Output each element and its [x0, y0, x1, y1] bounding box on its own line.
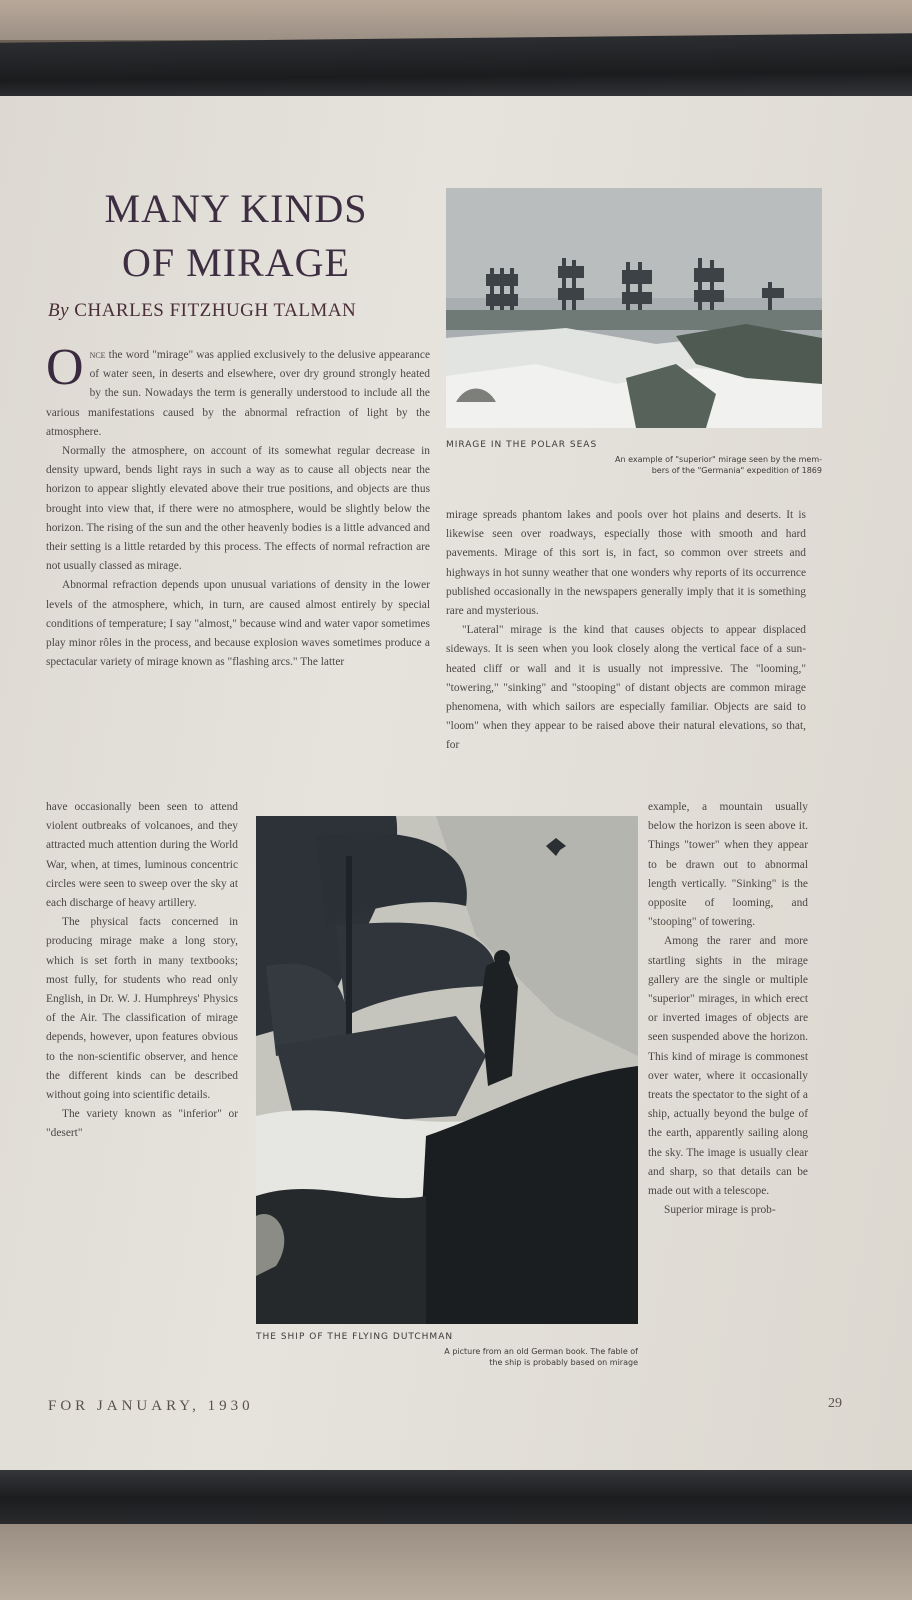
title-line-2: OF MIRAGE — [122, 240, 350, 285]
dutchman-caption-line-2: the ship is probably based on mirage — [489, 1358, 638, 1367]
column-1-bottom — [46, 798, 238, 1144]
drop-cap: O — [46, 339, 84, 396]
paragraph-3-continued: have occasionally been seen to attend violent outbreaks of volcanoes, and they attracted much attention during the World War, when, at times, luminous concentric circles were seen to sweep over the sky at each discharge of heavy artillery. — [46, 801, 238, 910]
byline-by: By — [48, 300, 70, 321]
column-1-top — [46, 339, 430, 672]
dutchman-caption — [256, 1346, 638, 1368]
page-number: 29 — [828, 1396, 842, 1411]
footer-issue: FOR JANUARY, 1930 — [48, 1398, 254, 1414]
paragraph-9: Superior mirage is prob- — [664, 1204, 776, 1217]
paragraph-2: Normally the atmosphere, on account of its somewhat regular decrease in density upward, bends light rays in such a way as to cause all objects near the horizon to appear slightly elevated above their true positions, and objects are thus brought into view that, if there were no atmosphere, would be slightly below the horizon. The rising of the sun and the other heavenly bodies is a little advanced and their setting is a little retarded by this process. The effects of normal refraction are not usually classed as mirage. — [46, 445, 430, 573]
byline-author: CHARLES FITZHUGH TALMAN — [74, 300, 357, 321]
polar-caption-title: MIRAGE IN THE POLAR SEAS — [446, 440, 598, 450]
flying-dutchman-illustration — [256, 816, 638, 1324]
paragraph-7-continued: example, a mountain usually below the horizon is seen above it. Things "tower" when they appear to be drawn out to abnormal length vertically. "Sinking" is the opposite of looming, and "stooping" of towering. — [648, 801, 808, 929]
byline — [48, 300, 438, 322]
polar-mirage-illustration — [446, 188, 822, 428]
polar-caption — [446, 454, 822, 476]
polar-caption-line-2: bers of the "Germania" expedition of 1869 — [651, 466, 822, 475]
column-2-bottom — [648, 798, 808, 1220]
paragraph-4: The physical facts concerned in producing mirage make a long story, which is set forth in many textbooks; most fully, for students who read only English, in Dr. W. J. Humphreys' Physics of the Air. The classification of mirage depends, however, upon features obvious to the non-scientific observer, and hence the different kinds can be described without going into scientific details. — [46, 916, 238, 1102]
paragraph-6: mirage spreads phantom lakes and pools over hot plains and deserts. It is likewise seen over roadways, especially those with smooth and hard pavements. Mirage of this sort is, in fact, so common over streets and highways in hot sunny weather that one wonders why reports of its occurrence published occasionally in the newspapers generally imply that it is something rare and mysterious. — [446, 509, 806, 618]
paragraph-1-text: the word "mirage" was applied exclusively to the delusive appearance of water seen, in deserts and elsewhere, over dry ground strongly heated by the sun. Nowadays the term is generally understood to include all the various manifestations caused by the abnormal refraction of light by the atmosphere. — [46, 349, 430, 438]
dutchman-caption-title: THE SHIP OF THE FLYING DUTCHMAN — [256, 1332, 454, 1342]
polar-caption-line-1: An example of "superior" mirage seen by the mem- — [615, 455, 822, 464]
paragraph-7: "Lateral" mirage is the kind that causes objects to appear displaced sideways. It is seen when you look closely along the vertical face of a sun-heated cliff or wall and it is usually not impressive. The "looming," "towering," "sinking" and "stooping" of distant objects are common mirage phenomena, with which sailors are especially familiar. Objects are said to "loom" when they appear to be raised above their natural elevations, so that, for — [446, 624, 806, 752]
background-table-bottom — [0, 1524, 912, 1600]
paragraph-1-smallcaps: nce — [89, 349, 106, 361]
ghost-ship-illustration — [256, 816, 638, 1324]
paragraph-3: Abnormal refraction depends upon unusual variations of density in the lower levels of the atmosphere, which, in turn, are caused almost entirely by special conditions of temperature; I say "almost," because wind and water vapor sometimes play minor rôles in the process, and because explosion waves sometimes produce a spectacular variety of mirage known as "flashing arcs." The latter — [46, 579, 430, 669]
ships-on-ice-illustration — [446, 188, 822, 428]
paragraph-8: Among the rarer and more startling sights in the mirage gallery are the single or multiple "superior" mirages, in which erect or inverted images of objects are seen suspended above the horizon. This kind of mirage is commonest over water, where it occasionally treats the spectator to the sight of a ship, actually beyond the bulge of the earth, apparently sailing along the sky. The image is usually clear and sharp, so that details can be made out with a telescope. — [648, 935, 808, 1198]
magazine-page — [0, 96, 912, 1474]
article-title — [40, 182, 432, 290]
paragraph-1 — [46, 339, 430, 442]
dutchman-caption-line-1: A picture from an old German book. The fable of — [444, 1347, 638, 1356]
title-line-1: MANY KINDS — [104, 186, 368, 231]
paragraph-5: The variety known as "inferior" or "desert" — [46, 1108, 238, 1140]
column-2-top — [446, 506, 806, 756]
binder-strip-bottom — [0, 1470, 912, 1526]
